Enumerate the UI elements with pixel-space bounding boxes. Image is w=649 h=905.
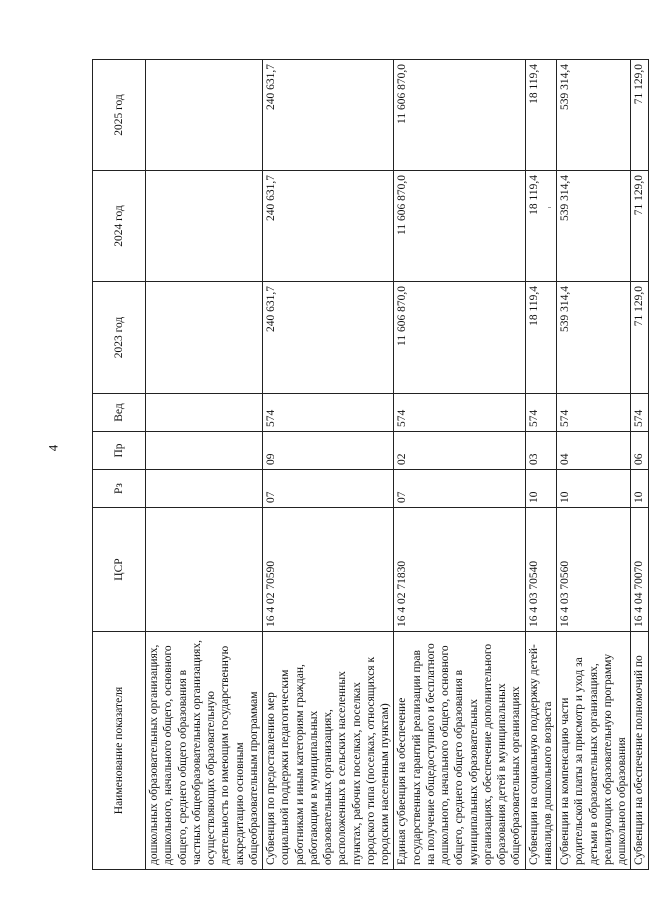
header-2024: 2024 год xyxy=(93,171,146,282)
row-2025: 18 119,4 xyxy=(525,60,557,171)
row-ved xyxy=(146,394,263,432)
row-ved: 574 xyxy=(525,394,557,432)
row-csr: 16 4 03 70540 xyxy=(525,508,557,632)
table-row xyxy=(525,60,557,870)
row-2023: 11 606 870,0 xyxy=(394,282,525,394)
table-row xyxy=(263,60,394,870)
row-csr: 16 4 02 70590 xyxy=(263,508,394,632)
row-pr: 03 xyxy=(525,432,557,470)
row-pr xyxy=(146,432,263,470)
row-rz: 10 xyxy=(525,470,557,508)
row-ved: 574 xyxy=(557,394,631,432)
row-csr: 16 4 03 70560 xyxy=(557,508,631,632)
row-2024: 11 606 870,0 xyxy=(394,171,525,282)
header-pr: Пр xyxy=(93,432,146,470)
row-rz: 07 xyxy=(394,470,525,508)
row-2025 xyxy=(146,60,263,171)
header-name: Наименование показателя xyxy=(93,632,146,870)
table-row xyxy=(557,60,631,870)
row-pr: 02 xyxy=(394,432,525,470)
row-name: дошкольных образовательных организациях, дошкольного, начального общего, основного общего, среднего общего образования в частных общеобразовательных организациях, осуществляющих образовательную деятельность по имеющим государственную аккредитацию основным общеобразовательным программам xyxy=(146,632,263,870)
header-2025: 2025 год xyxy=(93,60,146,171)
row-rz: 10 xyxy=(557,470,631,508)
row-2025: 539 314,4 xyxy=(557,60,631,171)
row-2024: 71 129,0 xyxy=(631,171,648,282)
row-name: Субвенция по предоставлению мер социальной поддержки педагогическим работникам и иным категориям граждан, работающим в муниципальных образовательных организациях, расположенных в сельских населенных пунктах, рабочих поселках, поселках городского типа (поселках, относящихся к городским населенным пунктам) xyxy=(263,632,394,870)
row-2024: 539 314,4 xyxy=(557,171,631,282)
row-name: Субвенции на социальную поддержку детей-инвалидов дошкольного возраста xyxy=(525,632,557,870)
header-2023: 2023 год xyxy=(93,282,146,394)
row-2025: 11 606 870,0 xyxy=(394,60,525,171)
row-2023: 18 119,4 xyxy=(525,282,557,394)
row-pr: 09 xyxy=(263,432,394,470)
row-2023: 539 314,4 xyxy=(557,282,631,394)
row-ved: 574 xyxy=(631,394,648,432)
row-rz: 07 xyxy=(263,470,394,508)
table-row xyxy=(146,60,263,870)
row-2023 xyxy=(146,282,263,394)
table-rotated-container xyxy=(92,60,646,870)
row-2024: 240 631,7 xyxy=(263,171,394,282)
row-name: Единая субвенция на обеспечение государственных гарантий реализации прав на получение общедоступного и бесплатного дошкольного, начального общего, основного общего, среднего общего образования в муниципальных образовательных организациях, обеспечение дополнительного образования детей в муниципальных общеобразовательных организациях xyxy=(394,632,525,870)
page-number: 4 xyxy=(45,444,61,452)
header-ved: Вед xyxy=(93,394,146,432)
row-csr: 16 4 04 70070 xyxy=(631,508,648,632)
budget-table xyxy=(92,59,649,870)
header-csr: ЦСР xyxy=(93,508,146,632)
row-pr: 04 xyxy=(557,432,631,470)
scan-speck xyxy=(548,207,551,208)
row-ved: 574 xyxy=(394,394,525,432)
table-header-row xyxy=(93,60,146,870)
row-2025: 240 631,7 xyxy=(263,60,394,171)
header-rz: Рз xyxy=(93,470,146,508)
row-rz: 10 xyxy=(631,470,648,508)
row-csr: 16 4 02 71830 xyxy=(394,508,525,632)
row-2024 xyxy=(146,171,263,282)
row-csr xyxy=(146,508,263,632)
table-row xyxy=(394,60,525,870)
row-ved: 574 xyxy=(263,394,394,432)
row-2023: 240 631,7 xyxy=(263,282,394,394)
row-name: Субвенции на компенсацию части родительской платы за присмотр и уход за детьми в образовательных организациях, реализующих образовательную программу дошкольного образования xyxy=(557,632,631,870)
row-rz xyxy=(146,470,263,508)
row-2024: 18 119,4 xyxy=(525,171,557,282)
row-2025: 71 129,0 xyxy=(631,60,648,171)
row-2023: 71 129,0 xyxy=(631,282,648,394)
row-name: Субвенции на обеспечение полномочий по xyxy=(631,632,648,870)
table-row xyxy=(631,60,648,870)
row-pr: 06 xyxy=(631,432,648,470)
